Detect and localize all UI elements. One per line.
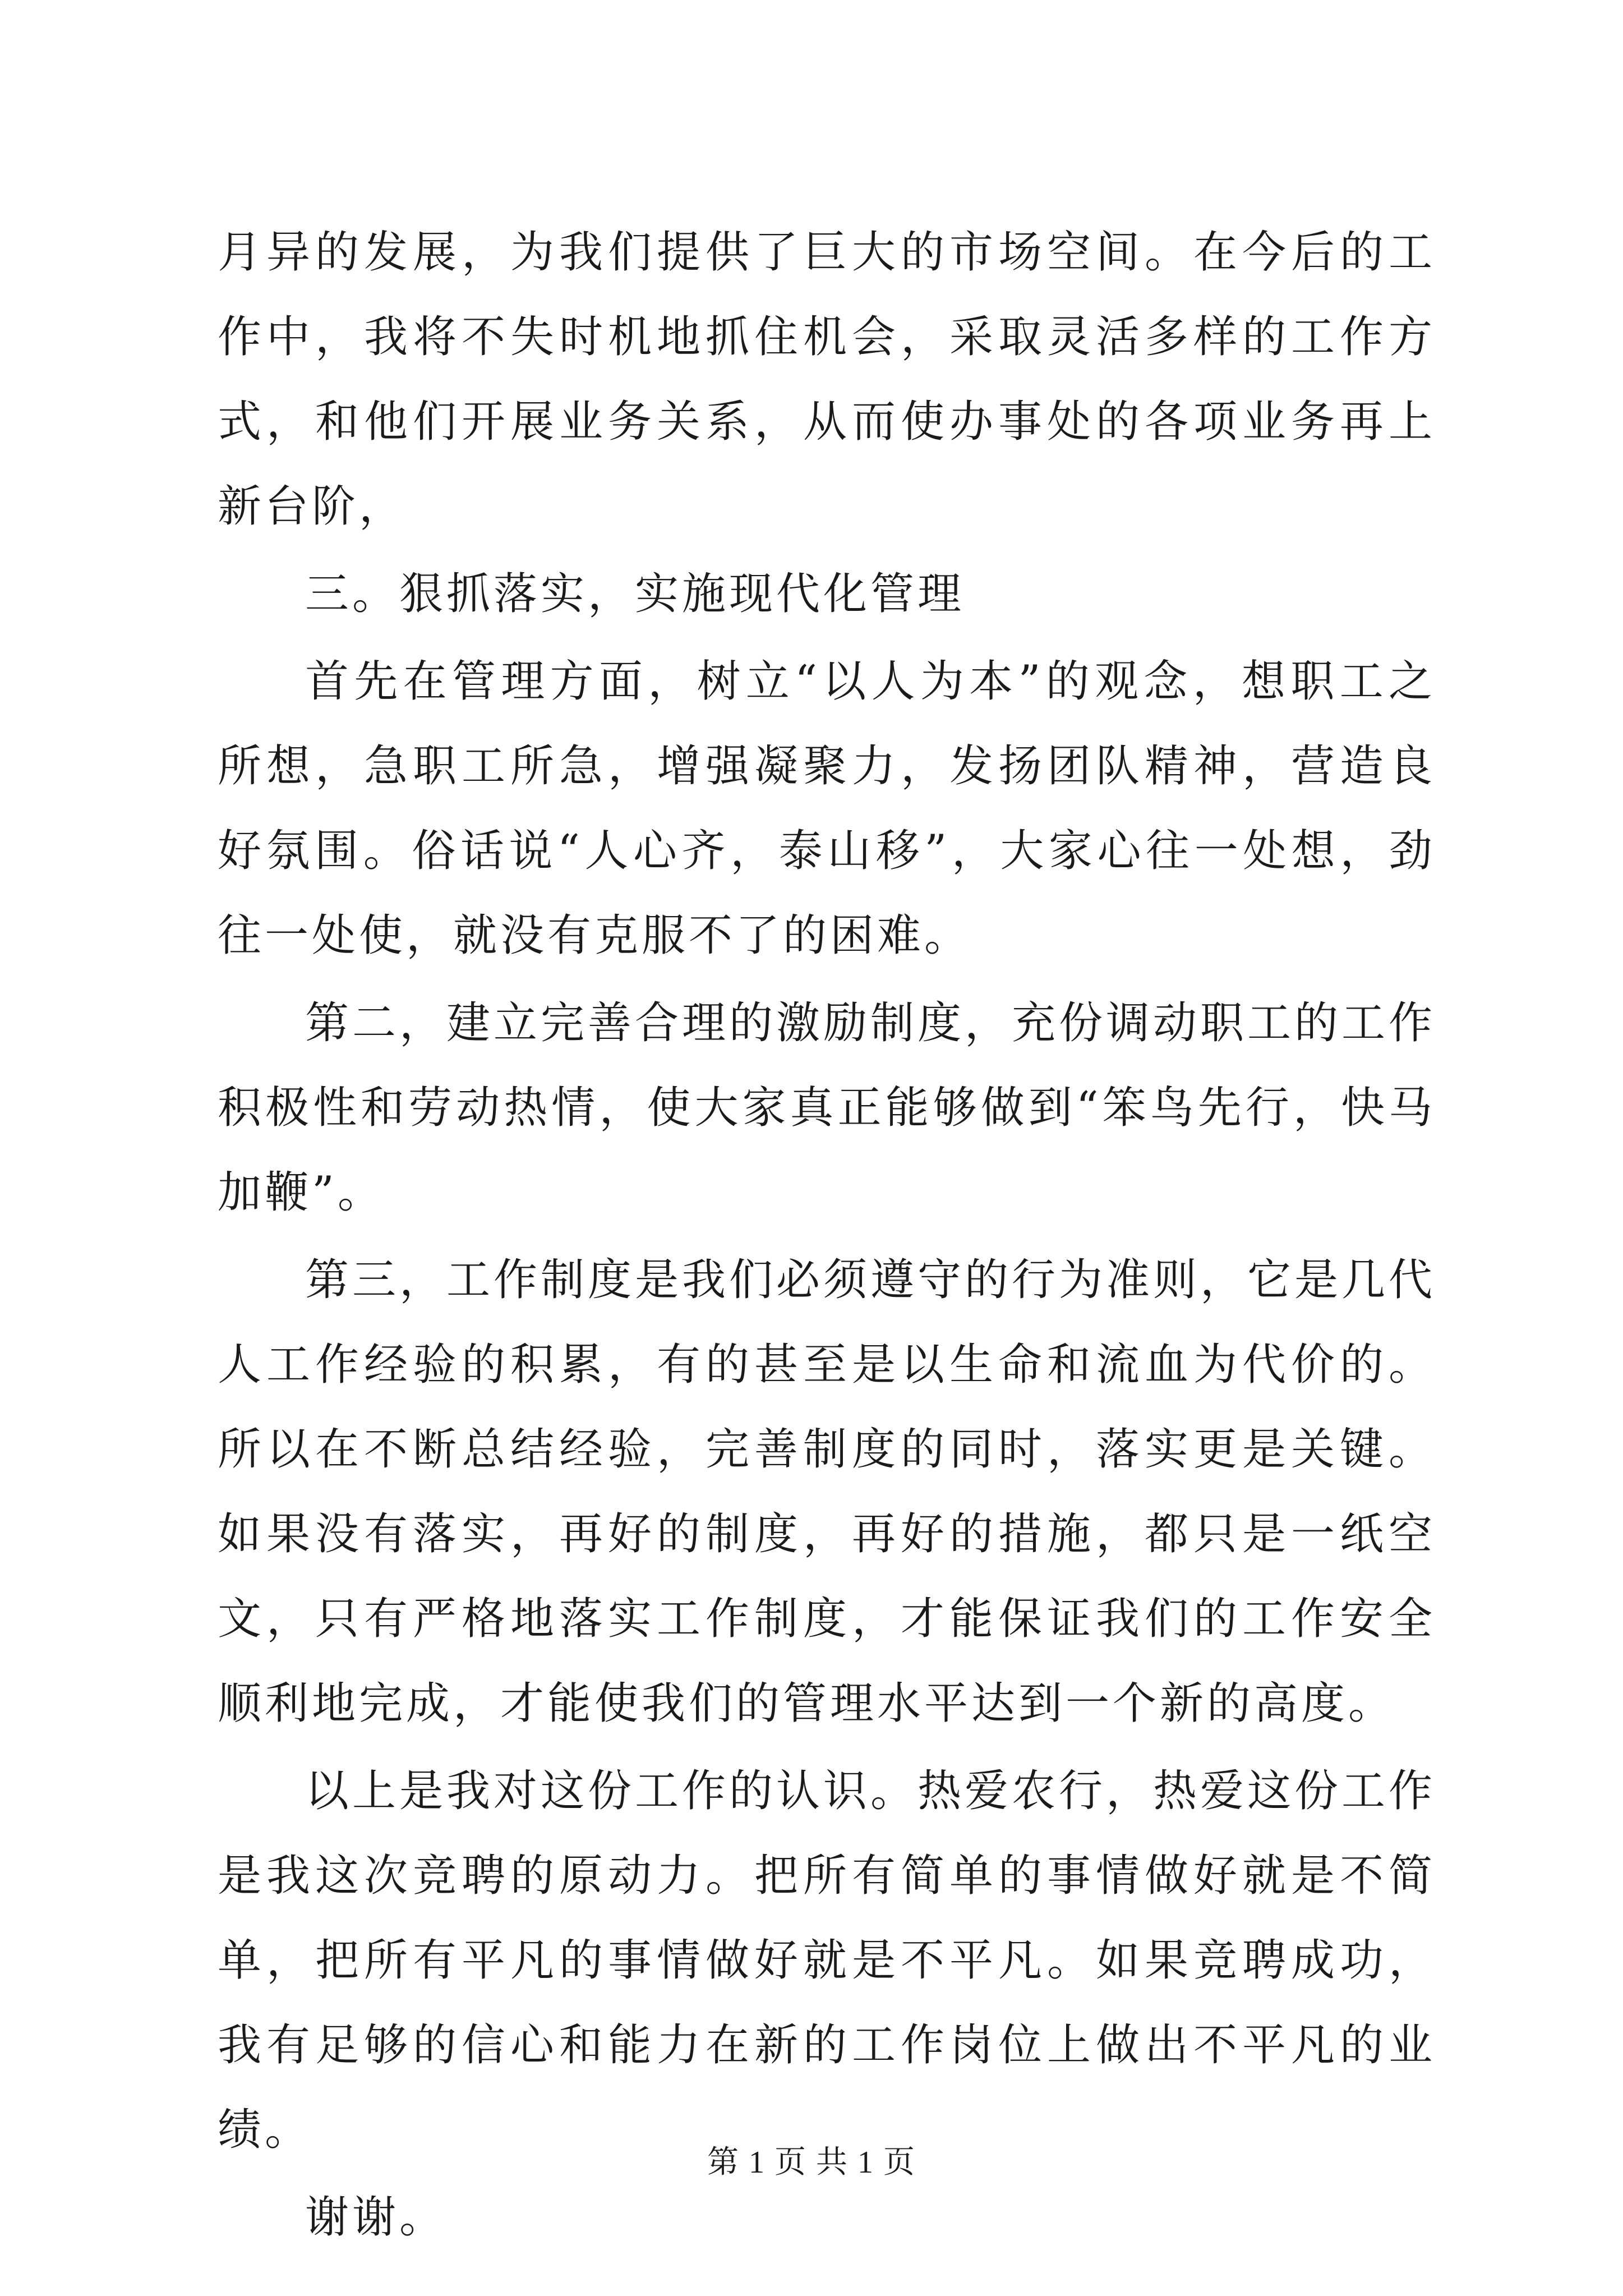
paragraph-management: 首先在管理方面，树立“以人为本”的观念，想职工之所想，急职工所急，增强凝聚力，发扬团队精神，营造良好氛围。俗话说“人心齐，泰山移”，大家心往一处想，劲往一处使，就没有克服不了的困难。 [218,656,1436,961]
paragraph-thanks: 谢谢。 [305,2192,447,2243]
page-footer: 第 1 页 共 1 页 [707,2145,916,2180]
section-heading: 三。狠抓落实，实施现代化管理 [305,569,965,619]
document-body [218,210,1436,2263]
paragraph-continuation: 月异的发展，为我们提供了巨大的市场空间。在今后的工作中，我将不失时机地抓住机会，采取灵活多样的工作方式，和他们开展业务关系，从而使办事处的各项业务再上新台阶， [218,227,1436,532]
paragraph-conclusion: 以上是我对这份工作的认识。热爱农行，热爱这份工作是我这次竞聘的原动力。把所有简单的事情做好就是不简单，把所有平凡的事情做好就是不平凡。如果竞聘成功，我有足够的信心和能力在新的工作岗位上做出不平凡的业绩。 [218,1766,1436,2155]
paragraph-incentive: 第二，建立完善合理的激励制度，充份调动职工的工作积极性和劳动热情，使大家真正能够做到“笨鸟先行，快马加鞭”。 [218,998,1436,1218]
paragraph-work-rules: 第三，工作制度是我们必须遵守的行为准则，它是几代人工作经验的积累，有的甚至是以生命和流血为代价的。所以在不断总结经验，完善制度的同时，落实更是关键。如果没有落实，再好的制度，再好的措施，都只是一纸空文，只有严格地落实工作制度，才能保证我们的工作安全顺利地完成，才能使我们的管理水平达到一个新的高度。 [218,1255,1436,1729]
